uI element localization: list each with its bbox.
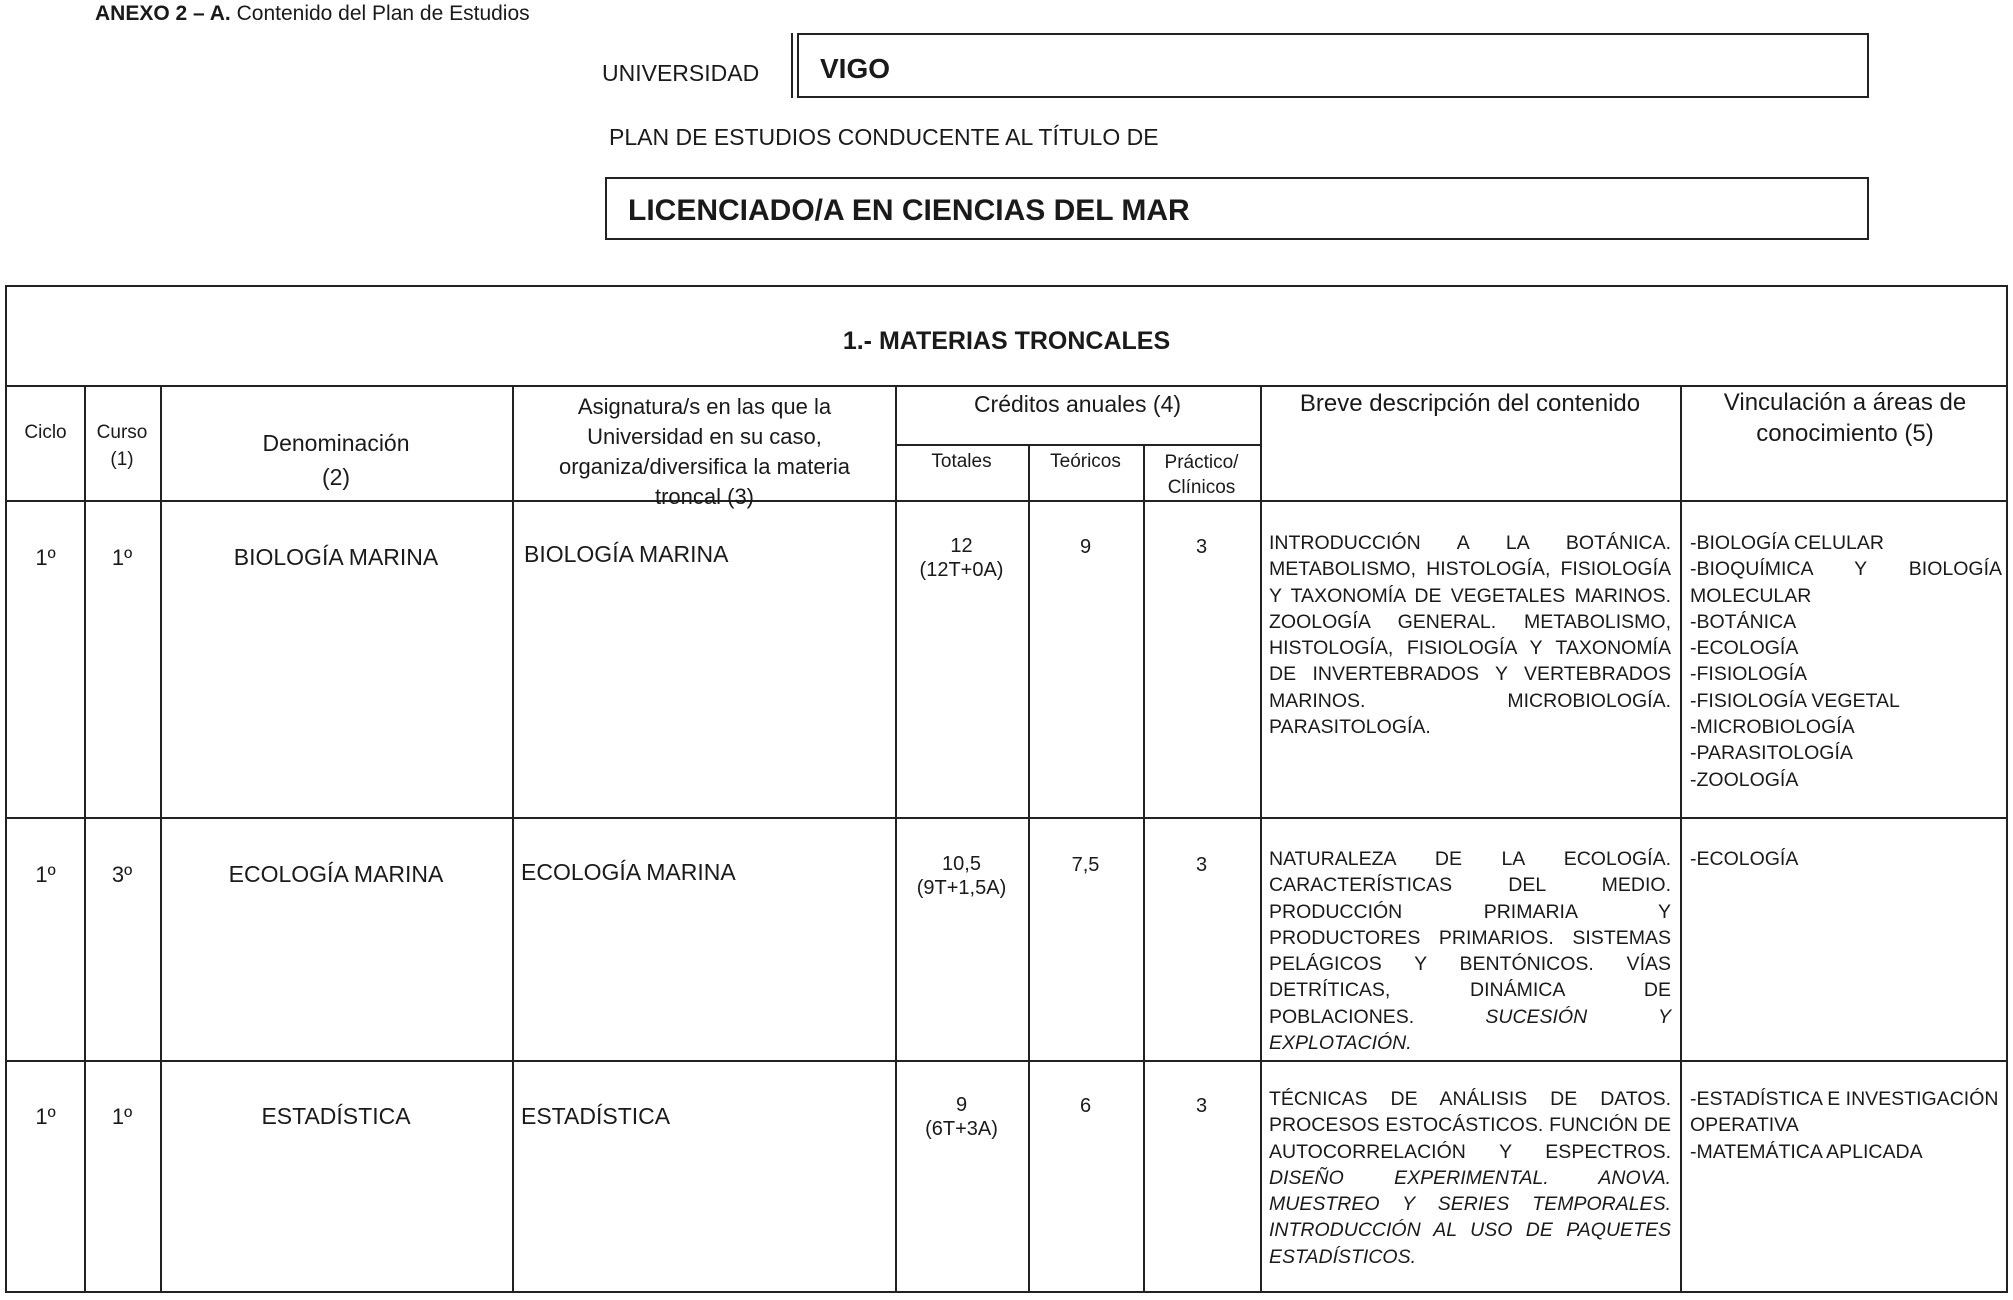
col-rule bbox=[1260, 385, 1262, 1293]
row2-areas bbox=[1690, 846, 2002, 872]
row1-areas bbox=[1690, 530, 2002, 793]
row3-ciclo: 1º bbox=[35, 1104, 56, 1129]
row3-denominacion: ESTADÍSTICA bbox=[261, 1103, 411, 1129]
col-rule bbox=[512, 385, 514, 1293]
row2-totales-split: (9T+1,5A) bbox=[916, 877, 1007, 899]
area-item: -ECOLOGÍA bbox=[1690, 637, 1799, 660]
area-item: -BIOQUÍMICA Y BIOLOGÍA MOLECULAR bbox=[1690, 558, 2002, 607]
area-item: -ECOLOGÍA bbox=[1690, 848, 1799, 870]
area-item: -MICROBIOLOGÍA bbox=[1690, 716, 1855, 739]
row1-teoricos: 9 bbox=[1079, 536, 1092, 558]
row2-curso: 3º bbox=[111, 862, 133, 887]
area-item: -FISIOLOGÍA bbox=[1690, 663, 1808, 686]
university-label: UNIVERSIDAD bbox=[602, 60, 760, 86]
row3-curso: 1º bbox=[111, 1104, 133, 1129]
header-asignatura: Asignatura/s en las que la Universidad en su caso, organiza/diversifica la materia troncal (3) bbox=[558, 394, 851, 509]
header-curso: Curso bbox=[96, 422, 148, 443]
section-title: 1.- MATERIAS TRONCALES bbox=[842, 327, 1171, 355]
row2-descripcion-italic: SUCESIÓN Y EXPLOTACIÓN. bbox=[1269, 1005, 1671, 1055]
header-bottom-rule bbox=[7, 500, 2007, 502]
row3-teoricos: 6 bbox=[1079, 1095, 1092, 1117]
area-item: -FISIOLOGÍA VEGETAL bbox=[1690, 689, 1900, 712]
header-totales: Totales bbox=[931, 451, 992, 472]
row2-practicos: 3 bbox=[1195, 854, 1208, 876]
row2-totales: 10,5 bbox=[942, 853, 981, 875]
row1-curso: 1º bbox=[111, 545, 133, 570]
area-item: -PARASITOLOGÍA bbox=[1690, 742, 1853, 765]
col-rule bbox=[160, 385, 162, 1293]
annex-text: Contenido del Plan de Estudios bbox=[236, 2, 530, 25]
header-creditos: Créditos anuales (4) bbox=[973, 391, 1182, 417]
area-item: -BIOLOGÍA CELULAR bbox=[1690, 532, 1884, 554]
row3-totales: 9 bbox=[955, 1094, 968, 1116]
header-ciclo: Ciclo bbox=[24, 422, 67, 443]
degree-title: LICENCIADO/A EN CIENCIAS DEL MAR bbox=[605, 177, 1869, 240]
credits-sub-rule bbox=[895, 444, 1260, 446]
row1-descripcion-text: INTRODUCCIÓN A LA BOTÁNICA. METABOLISMO, HISTOLOGÍA, FISIOLOGÍA Y TAXONOMÍA DE VEGETALES MARINOS. ZOOLOGÍA GENERAL. METABOLISMO, HISTOLOGÍA, FISIOLOGÍA Y TAXONOMÍA DE INVERTEBRADOS Y VERTEBRADOS MARINOS. MICROBIOLOGÍA. PARASITOLOGÍA. bbox=[1269, 532, 1671, 739]
row1-asignatura: BIOLOGÍA MARINA bbox=[524, 541, 729, 567]
row1-descripcion bbox=[1269, 530, 1671, 740]
header-denominacion-note: (2) bbox=[321, 464, 351, 490]
university-value: VIGO bbox=[797, 33, 1869, 98]
col-rule bbox=[84, 385, 86, 1293]
row3-descripcion-text: TÉCNICAS DE ANÁLISIS DE DATOS. PROCESOS ESTOCÁSTICOS. FUNCIÓN DE AUTOCORRELACIÓN Y ESPECTROS. bbox=[1269, 1088, 1671, 1163]
row3-descripcion bbox=[1269, 1086, 1671, 1270]
plan-label: PLAN DE ESTUDIOS CONDUCENTE AL TÍTULO DE bbox=[609, 124, 1159, 150]
row1-bottom-rule bbox=[7, 817, 2007, 819]
row1-denominacion: BIOLOGÍA MARINA bbox=[233, 544, 439, 570]
header-descripcion: Breve descripción del contenido bbox=[1299, 390, 1641, 417]
row3-totales-split: (6T+3A) bbox=[925, 1118, 998, 1140]
row2-teoricos: 7,5 bbox=[1071, 854, 1100, 876]
area-item: -ESTADÍSTICA E INVESTIGACIÓN OPERATIVA bbox=[1690, 1088, 1999, 1137]
row1-totales-split: (12T+0A) bbox=[919, 559, 1004, 581]
row1-practicos: 3 bbox=[1195, 536, 1208, 558]
row3-areas bbox=[1690, 1086, 2002, 1165]
row2-asignatura: ECOLOGÍA MARINA bbox=[521, 859, 736, 885]
header-denominacion: Denominación bbox=[262, 430, 410, 456]
annex-heading bbox=[95, 2, 530, 26]
row2-bottom-rule bbox=[7, 1060, 2007, 1062]
col-rule bbox=[1680, 385, 1682, 1293]
row2-denominacion: ECOLOGÍA MARINA bbox=[228, 861, 444, 887]
row3-descripcion-italic: DISEÑO EXPERIMENTAL. ANOVA. MUESTREO Y SERIES TEMPORALES. INTRODUCCIÓN AL USO DE PAQUETES ESTADÍSTICOS. bbox=[1269, 1166, 1671, 1268]
row1-ciclo: 1º bbox=[35, 545, 56, 570]
row3-asignatura: ESTADÍSTICA bbox=[521, 1103, 671, 1129]
row2-descripcion bbox=[1269, 846, 1671, 1056]
area-item: -MATEMÁTICA APLICADA bbox=[1690, 1140, 1923, 1163]
area-item: -BOTÁNICA bbox=[1690, 610, 1797, 633]
row2-descripcion-text: NATURALEZA DE LA ECOLOGÍA. CARACTERÍSTICAS DEL MEDIO. PRODUCCIÓN PRIMARIA Y PRODUCTORES PRIMARIOS. SISTEMAS PELÁGICOS Y BENTÓNICOS. VÍAS DETRÍTICAS, DINÁMICA DE POBLACIONES. bbox=[1269, 848, 1671, 1028]
header-teoricos: Teóricos bbox=[1050, 451, 1121, 472]
annex-number: ANEXO 2 – A. bbox=[95, 2, 231, 25]
header-curso-note: (1) bbox=[110, 449, 134, 470]
row2-ciclo: 1º bbox=[35, 862, 56, 887]
row3-practicos: 3 bbox=[1195, 1095, 1208, 1117]
col-rule bbox=[895, 385, 897, 1293]
row1-totales: 12 bbox=[950, 535, 973, 557]
area-item: -ZOOLOGÍA bbox=[1690, 768, 1799, 791]
header-practicos: Práctico/ Clínicos bbox=[1164, 452, 1239, 498]
header-vinculacion: Vinculación a áreas de conocimiento (5) bbox=[1723, 389, 1967, 447]
subjects-table bbox=[5, 285, 2008, 1293]
